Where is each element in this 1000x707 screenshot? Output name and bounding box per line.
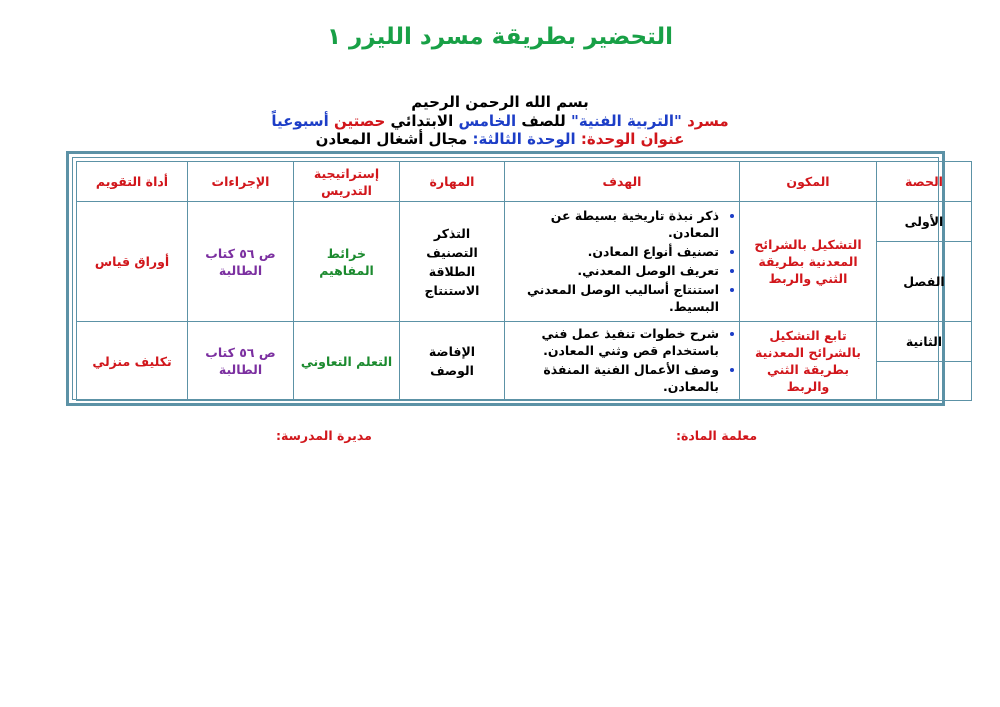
skills-cell: [400, 322, 505, 401]
skill-item: الطلاقة: [428, 263, 476, 279]
table-header-row: [77, 162, 972, 202]
assessment-cell: تكليف منزلي: [77, 322, 188, 401]
header-strategy: إستراتيجية التدريس: [294, 162, 400, 202]
term-cell: الفصل: [877, 242, 972, 322]
header-assessment: أداة التقويم: [77, 162, 188, 202]
unit-number: الوحدة الثالثة:: [472, 130, 576, 148]
objective-item: • شرح خطوات تنفيذ عمل فني باستخدام قص وثني المعادن.: [509, 325, 719, 359]
skill-item: التذكر: [433, 225, 471, 241]
component-cell: التشكيل بالشرائح المعدنية بطريقة الثني والربط: [740, 202, 877, 322]
subtitle-part-6: حصتين: [333, 112, 386, 130]
unit-title: [0, 130, 1000, 148]
table-row: [77, 202, 972, 242]
procedures-cell: ص ٥٦ كتاب الطالبة: [188, 202, 294, 322]
strategy-cell: خرائط المفاهيم: [294, 202, 400, 322]
header-skill: المهارة: [400, 162, 505, 202]
lesson-plan-table: [76, 161, 972, 401]
subtitle-part-3: للصف: [516, 112, 571, 130]
unit-label: عنوان الوحدة:: [575, 130, 685, 148]
subtitle-part-1: مسرد: [681, 112, 729, 130]
objective-item: • استنتاج أساليب الوصل المعدني البسيط.: [509, 281, 719, 315]
plan-subtitle: [0, 112, 1000, 130]
objectives-list: [509, 325, 735, 395]
skill-item: الاستنتاج: [424, 282, 480, 298]
objective-item: • تعريف الوصل المعدني.: [509, 262, 719, 279]
header-component: المكون: [740, 162, 877, 202]
objectives-cell: [505, 202, 740, 322]
objectives-cell: [505, 322, 740, 401]
subtitle-part-4: الخامس: [458, 112, 517, 130]
strategy-cell: التعلم التعاوني: [294, 322, 400, 401]
page-title: التحضير بطريقة مسرد الليزر ١: [326, 24, 673, 50]
header-procedures: الإجراءات: [188, 162, 294, 202]
table-row: [77, 322, 972, 362]
component-cell: تابع التشكيل بالشرائح المعدنية بطريقة الثني والربط: [740, 322, 877, 401]
objective-item: • تصنيف أنواع المعادن.: [509, 243, 719, 260]
empty-cell: [877, 362, 972, 401]
principal-signature-label: مديرة المدرسة:: [276, 428, 372, 443]
table-frame: [66, 151, 945, 406]
session-second: الثانية: [877, 322, 972, 362]
skills-cell: [400, 202, 505, 322]
teacher-signature-label: معلمة المادة:: [676, 428, 758, 443]
basmala: بسم الله الرحمن الرحيم: [411, 93, 589, 111]
session-first: الأولى: [877, 202, 972, 242]
skill-item: الوصف: [430, 363, 474, 378]
objective-item: • ذكر نبذة تاريخية بسيطة عن المعادن.: [509, 207, 719, 241]
unit-name: مجال أشغال المعادن: [315, 130, 473, 148]
objectives-list: [509, 207, 735, 315]
subtitle-part-2: "التربية الفنية": [571, 112, 682, 130]
skill-item: التصنيف: [426, 244, 478, 260]
procedures-cell: ص ٥٦ كتاب الطالبة: [188, 322, 294, 401]
subtitle-part-5: الابتدائي: [385, 112, 459, 130]
objective-item: • وصف الأعمال الفنية المنفذة بالمعادن.: [509, 361, 719, 395]
header-objective: الهدف: [505, 162, 740, 202]
subtitle-part-7: أسبوعياً: [271, 112, 334, 130]
header-session: الحصة: [877, 162, 972, 202]
assessment-cell: أوراق قياس: [77, 202, 188, 322]
skill-item: الإفاضة: [428, 344, 476, 359]
